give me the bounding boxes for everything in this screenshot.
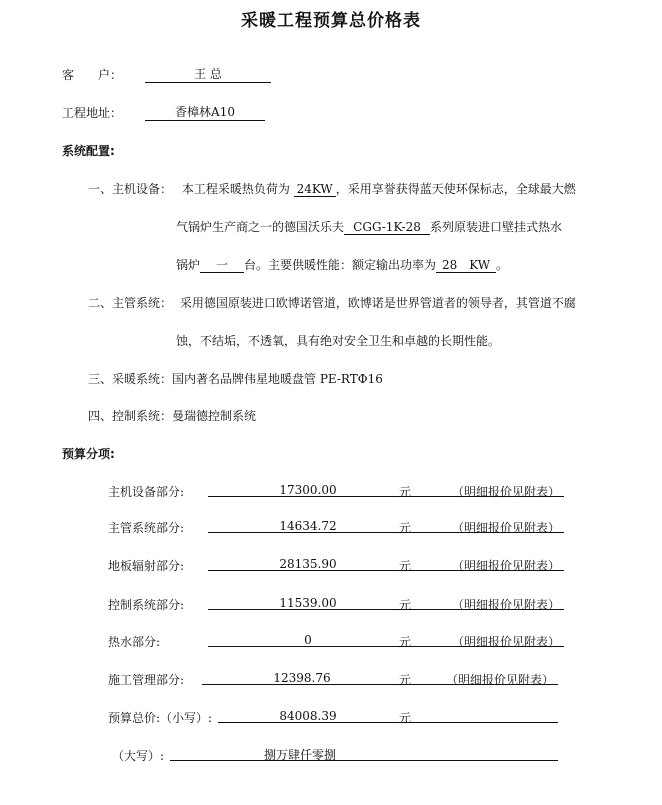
boiler-model-value: CGG-1K-28 <box>344 220 430 235</box>
budget-row-note: （明细报价见附表） <box>451 521 560 535</box>
total-unit: 元 <box>398 711 411 725</box>
config-item-1-line-1 <box>88 180 576 197</box>
config-item-1-line-2 <box>176 218 562 235</box>
budget-row-underline <box>208 570 564 571</box>
config-item-2-line-1 <box>88 294 576 311</box>
address-value: 香樟林A10 <box>175 105 235 119</box>
config-item-1-text-6: 台。主要供暖性能：额定输出功率为 <box>244 258 437 272</box>
config-heading: 系统配置: <box>62 144 115 158</box>
budget-row-unit: 元 <box>398 521 411 535</box>
client-label: 客 户： <box>62 68 123 82</box>
rated-power-value: 28 KW <box>436 258 496 273</box>
page-title: 采暖工程预算总价格表 <box>241 11 421 31</box>
heat-load-value: 24KW <box>294 182 336 197</box>
budget-row-note: （明细报价见附表） <box>451 635 560 649</box>
total-underline <box>218 722 558 723</box>
budget-row-underline <box>208 646 564 647</box>
total-words-underline <box>170 760 558 761</box>
budget-row-amount: 11539.00 <box>279 596 337 610</box>
config-item-1-text-5: 锅炉 <box>176 258 201 272</box>
config-item-1-prefix: 一、主机设备： <box>88 182 173 196</box>
budget-row-unit: 元 <box>398 635 411 649</box>
boiler-count-value: 一 <box>200 258 244 273</box>
budget-row-label: 主管系统部分: <box>108 521 185 535</box>
config-item-1-text-3: 气锅炉生产商之一的德国沃乐夫 <box>176 220 345 234</box>
config-item-1-text-7: 。 <box>496 258 509 272</box>
config-item-3: 三、采暖系统：国内著名品牌伟星地暖盘管 PE-RTΦ16 <box>88 372 383 386</box>
budget-row-label: 地板辐射部分: <box>108 559 185 573</box>
budget-row-amount: 0 <box>304 633 312 647</box>
budget-row-underline <box>208 532 564 533</box>
budget-row-unit: 元 <box>398 598 411 612</box>
client-field <box>145 65 271 83</box>
budget-row-unit: 元 <box>398 559 411 573</box>
total-words-value: 捌万肆仟零捌 <box>263 748 336 762</box>
budget-row-label: 控制系统部分: <box>108 598 185 612</box>
budget-row-unit: 元 <box>398 673 411 687</box>
config-item-4: 四、控制系统：曼瑞德控制系统 <box>88 409 257 423</box>
budget-row-note: （明细报价见附表） <box>451 598 560 612</box>
config-item-1-text-2: ，采用享誉获得蓝天使环保标志，全球最大燃 <box>335 182 576 196</box>
budget-row-amount: 28135.90 <box>279 557 337 571</box>
budget-row-label: 主机设备部分: <box>108 485 185 499</box>
address-field <box>145 103 265 121</box>
budget-heading: 预算分项: <box>62 447 115 461</box>
budget-row-note: （明细报价见附表） <box>451 559 560 573</box>
config-item-2-prefix: 二、主管系统： <box>88 296 173 310</box>
budget-row-label: 热水部分: <box>108 635 161 649</box>
budget-row-label: 施工管理部分: <box>108 673 185 687</box>
budget-row-amount: 12398.76 <box>273 671 331 685</box>
budget-row-underline <box>208 496 564 497</box>
client-value: 王 总 <box>194 67 222 81</box>
config-item-1-line-3 <box>176 256 508 273</box>
address-label: 工程地址： <box>62 106 123 120</box>
config-item-1-text-1: 本工程采暖热负荷为 <box>181 182 290 196</box>
budget-row-note: （明细报价见附表） <box>451 485 560 499</box>
budget-row-underline <box>208 609 564 610</box>
config-item-2-text-2: 蚀，不结垢，不透氧，具有绝对安全卫生和卓越的长期性能。 <box>176 334 501 348</box>
budget-row-underline <box>202 684 558 685</box>
total-words-label: （大写）: <box>112 749 165 763</box>
config-item-2-text-1: 采用德国原装进口欧博诺管道，欧博诺是世界管道者的领导者，其管道不腐 <box>179 296 576 310</box>
total-amount: 84008.39 <box>279 709 337 723</box>
config-item-1-text-4: 系列原装进口壁挂式热水 <box>430 220 563 234</box>
budget-row-amount: 17300.00 <box>279 483 337 497</box>
total-label: 预算总价:（小写）: <box>108 711 213 725</box>
budget-row-note: （明细报价见附表） <box>445 673 554 687</box>
budget-row-unit: 元 <box>398 485 411 499</box>
budget-row-amount: 14634.72 <box>279 519 337 533</box>
